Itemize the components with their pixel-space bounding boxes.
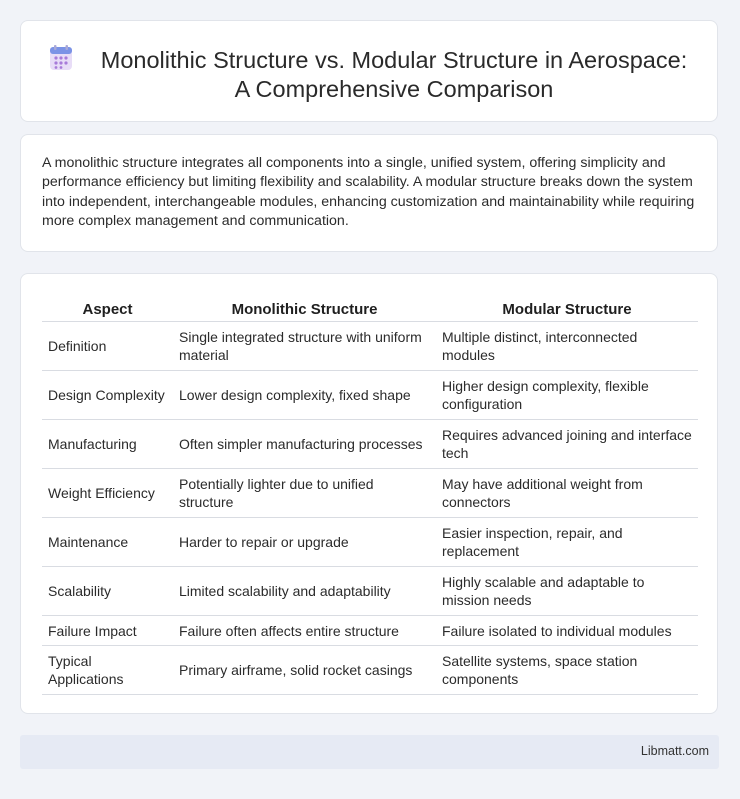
cell-modular: Multiple distinct, interconnected modules [436, 322, 698, 371]
column-header-aspect: Aspect [42, 294, 173, 322]
table-row [42, 371, 698, 420]
cell-modular: Requires advanced joining and interface tech [436, 420, 698, 469]
cell-aspect: Weight Efficiency [42, 469, 173, 518]
column-header-monolithic: Monolithic Structure [173, 294, 436, 322]
cell-monolithic: Lower design complexity, fixed shape [173, 371, 436, 420]
table-row [42, 518, 698, 567]
cell-aspect: Failure Impact [42, 616, 173, 646]
footer-bar [20, 735, 719, 769]
table-header-row [42, 294, 698, 322]
cell-monolithic: Primary airframe, solid rocket casings [173, 646, 436, 695]
summary-text: A monolithic structure integrates all components into a single, unified system, offering simplicity and performance efficiency but limiting flexibility and scalability. A modular structure breaks down the system into independent, interchangeable modules, enhancing customization and maintainability while requiring more complex management and communication. [42, 155, 695, 229]
table-row [42, 322, 698, 371]
cell-modular: Highly scalable and adaptable to mission needs [436, 567, 698, 616]
cell-monolithic: Potentially lighter due to unified structure [173, 469, 436, 518]
cell-aspect: Maintenance [42, 518, 173, 567]
cell-monolithic: Failure often affects entire structure [173, 616, 436, 646]
cell-modular: Easier inspection, repair, and replacement [436, 518, 698, 567]
header-card [20, 20, 718, 122]
comparison-card [20, 273, 718, 714]
table-row [42, 567, 698, 616]
calendar-grid-icon [49, 45, 73, 71]
cell-monolithic: Single integrated structure with uniform material [173, 322, 436, 371]
cell-modular: Satellite systems, space station components [436, 646, 698, 695]
table-row [42, 616, 698, 646]
summary-card [20, 134, 718, 252]
cell-aspect: Typical Applications [42, 646, 173, 695]
table-row [42, 420, 698, 469]
cell-aspect: Scalability [42, 567, 173, 616]
comparison-table [42, 294, 698, 695]
cell-aspect: Manufacturing [42, 420, 173, 469]
cell-monolithic: Limited scalability and adaptability [173, 567, 436, 616]
table-row [42, 469, 698, 518]
table-row [42, 646, 698, 695]
column-header-modular: Modular Structure [436, 294, 698, 322]
cell-modular: May have additional weight from connectors [436, 469, 698, 518]
footer-brand[interactable]: Libmatt.com [640, 744, 709, 758]
cell-aspect: Design Complexity [42, 371, 173, 420]
cell-aspect: Definition [42, 322, 173, 371]
page-title: Monolithic Structure vs. Modular Structure in Aerospace: A Comprehensive Comparison [100, 47, 688, 102]
cell-monolithic: Often simpler manufacturing processes [173, 420, 436, 469]
cell-modular: Failure isolated to individual modules [436, 616, 698, 646]
cell-monolithic: Harder to repair or upgrade [173, 518, 436, 567]
cell-modular: Higher design complexity, flexible configuration [436, 371, 698, 420]
